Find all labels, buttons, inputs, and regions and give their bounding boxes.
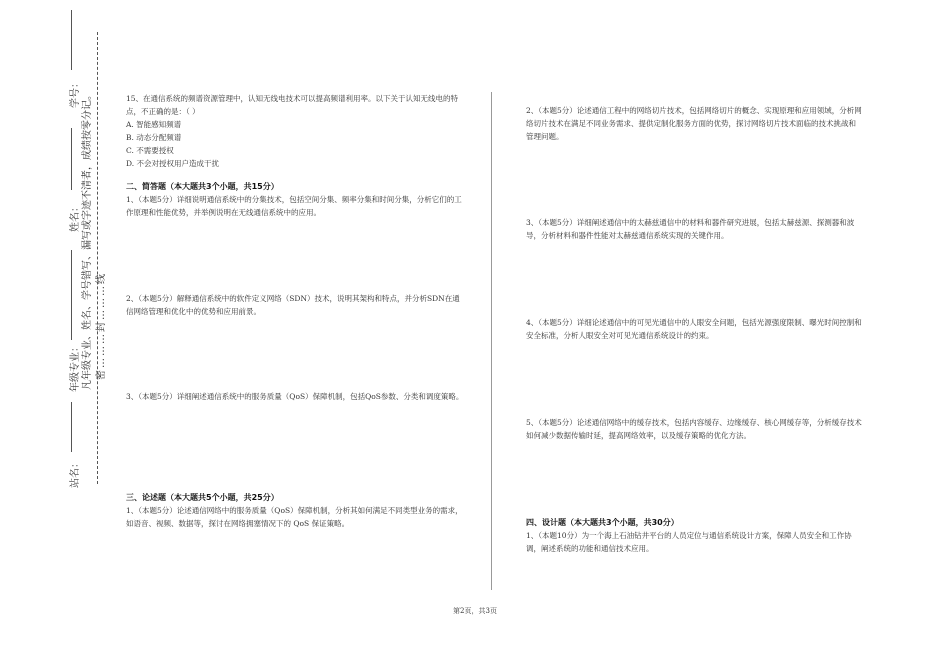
binding-margin [0,0,110,672]
option-c: C. 不需要授权 [126,146,174,155]
section-2-title: 二、简答题（本大题共3个小题，共15分） [126,182,279,191]
seal-line-text: 密………封………线 [96,272,107,380]
essay-4-block [526,316,862,342]
short-answer-3: 3、（本题5分）详细阐述通信系统中的服务质量（QoS）保障机制，包括QoS参数、分类和调度策略。 [126,392,464,401]
seal-dashed-line [97,32,98,484]
section-4-title: 四、设计题（本大题共3个小题，共30分） [526,518,679,527]
design-1: 1、（本题10分）为一个海上石油钻井平台的人员定位与通信系统设计方案，保障人员安全和工作协调，阐述系统的功能和通信技术应用。 [526,531,852,553]
section-2 [126,180,466,219]
name-line [71,128,72,190]
essay-5: 5、（本题5分）论述通信网络中的缓存技术，包括内容缓存、边缘缓存、核心网缓存等，分析缓存技术如何减少数据传输时延，提高网络效率，以及缓存策略的优化方法。 [526,418,862,440]
student-id-label: 学号： [70,78,81,108]
essay-3-block [526,216,862,242]
section-3 [126,491,466,530]
essay-2: 2、（本题5分）论述通信工程中的网络切片技术，包括网络切片的概念、实现原理和应用领域，分析网络切片技术在满足不同业务需求、提供定制化服务方面的优势，探讨网络切片技术面临的技术挑战和管理问题。 [526,106,862,141]
option-b: B. 动态分配频谱 [126,133,182,142]
option-a: A. 智能感知频谱 [126,120,182,129]
question-15: 15、在通信系统的频谱资源管理中，认知无线电技术可以提高频谱利用率。以下关于认知无线电的特点，不正确的是：（ ） [126,94,459,116]
column-divider [491,92,492,590]
major-label: 年级专业： [70,342,81,392]
short-answer-3-block [126,390,466,403]
essay-1: 1、（本题5分）论述通信网络中的服务质量（QoS）保障机制，分析其如何满足不同类型业务的需求，如语音、视频、数据等，探讨在网络拥塞情况下的 QoS 保证策略。 [126,506,463,528]
name-label: 姓名： [70,202,81,232]
section-3-title: 三、论述题（本大题共5个小题，共25分） [126,493,279,502]
binding-warning: 凡年级专业、姓名、学号错写、漏写或字迹不清者，成绩按零分记。 [82,90,93,390]
school-line [71,402,72,452]
page-number: 第2页，共3页 [453,607,497,615]
short-answer-2-block [126,292,466,318]
school-label: 站名： [70,458,81,488]
essay-5-block [526,416,862,442]
student-id-line [71,10,72,70]
option-d: D. 不会对授权用户造成干扰 [126,159,220,168]
left-column [126,92,466,170]
short-answer-2: 2、（本题5分）解释通信系统中的软件定义网络（SDN）技术，说明其架构和特点，并分析SDN在通信网络管理和优化中的优势和应用前景。 [126,294,460,316]
essay-4: 4、（本题5分）详细论述通信中的可见光通信中的人眼安全问题，包括光源强度限制、曝光时间控制和安全标准，分析人眼安全对可见光通信系统设计的约束。 [526,318,862,340]
major-line [71,250,72,340]
short-answer-1: 1、（本题5分）详细说明通信系统中的分集技术，包括空间分集、频率分集和时间分集，分析它们的工作原理和性能优势，并举例说明在无线通信系统中的应用。 [126,195,462,217]
essay-2-block [526,104,862,143]
essay-3: 3、（本题5分）详细阐述通信中的太赫兹通信中的材料和器件研究进展，包括太赫兹源、探测器和波导，分析材料和器件性能对太赫兹通信系统实现的关键作用。 [526,218,855,240]
section-4 [526,516,862,555]
